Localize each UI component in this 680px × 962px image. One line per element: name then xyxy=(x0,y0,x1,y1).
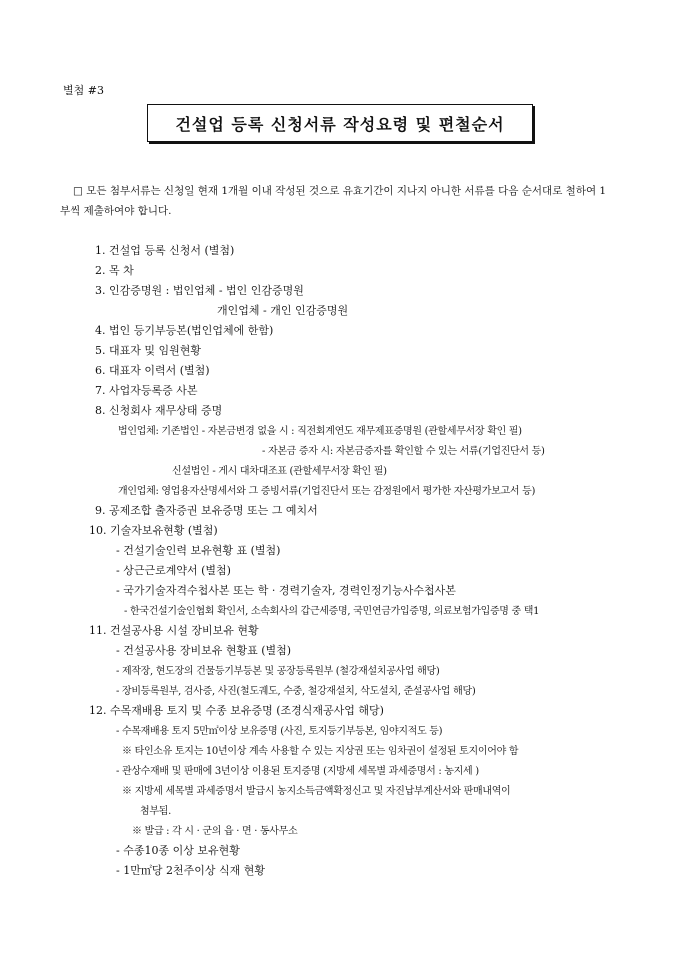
item-4: 4. 법인 등기부등본(법인업체에 한함) xyxy=(95,324,274,337)
item-11: 11. 건설공사용 시설 장비보유 현황 xyxy=(89,624,259,637)
item-10-d: - 한국건설기술인협회 확인서, 소속회사의 갑근세증명, 국민연금가입증명, 의료보험가입증명 중 택1 xyxy=(124,606,540,617)
item-8-corp-new: 신설법인 - 게시 대차대조표 (관할세무서장 확인 필) xyxy=(172,466,387,477)
item-12-b-note: ※ 지방세 세목별 과세증명서 발급시 농지소득금액확정신고 및 자진납부계산서와 판매내역이 xyxy=(122,786,511,797)
item-12-a: - 수목재배용 토지 5만㎡이상 보유증명 (사진, 토지등기부등본, 임야지적도 등) xyxy=(116,726,443,737)
item-10-b: - 상근근로계약서 (별첨) xyxy=(116,564,231,577)
item-10-a: - 건설기술인력 보유현황 표 (별첨) xyxy=(116,544,281,557)
item-12-c: - 수종10종 이상 보유현황 xyxy=(116,844,240,857)
item-12-b-note-cont: 첨부됨. xyxy=(140,806,171,817)
item-10-c: - 국가기술자격수첩사본 또는 학 · 경력기술자, 경력인정기능사수첩사본 xyxy=(116,584,456,597)
title-box xyxy=(147,104,533,142)
item-12-d: - 1만㎡당 2천주이상 식재 현황 xyxy=(116,864,265,877)
item-3: 3. 인감증명원 : 법인업체 - 법인 인감증명원 xyxy=(95,284,304,297)
attachment-label: 별첨 #3 xyxy=(63,84,104,97)
item-6: 6. 대표자 이력서 (별첨) xyxy=(95,364,210,377)
item-12-a-note: ※ 타인소유 토지는 10년이상 계속 사용할 수 있는 지상권 또는 임차권이 설정된 토지이어야 함 xyxy=(122,746,519,757)
item-11-b: - 제작장, 현도장의 건물등기부등본 및 공장등록원부 (철강재설치공사업 해당) xyxy=(116,666,440,677)
intro-line-1: □ 모든 첨부서류는 신청일 현재 1개월 이내 작성된 것으로 유효기간이 지나지 아니한 서류를 다음 순서대로 철하여 1 xyxy=(73,185,607,197)
item-11-c: - 장비등록원부, 검사증, 사진(철도궤도, 수중, 철강재설치, 삭도설치, 준설공사업 해당) xyxy=(116,686,476,697)
item-12-b: - 관상수재배 및 판매에 3년이상 이용된 토지증명 (지방세 세목별 과세증명서 : 농지세 ) xyxy=(116,766,479,777)
item-1: 1. 건설업 등록 신청서 (별첨) xyxy=(95,244,235,257)
item-8-individual: 개인업체: 영업용자산명세서와 그 증빙서류(기업진단서 또는 감정원에서 평가한 자산평가보고서 등) xyxy=(118,486,536,497)
item-9: 9. 공제조합 출자증권 보유증명 또는 그 예치서 xyxy=(95,504,318,517)
item-8: 8. 신청회사 재무상태 증명 xyxy=(95,404,223,417)
document-title: 건설업 등록 신청서류 작성요령 및 편철순서 xyxy=(175,115,505,134)
item-3-sub: 개인업체 - 개인 인감증명원 xyxy=(217,304,349,317)
item-11-a: - 건설공사용 장비보유 현황표 (별첨) xyxy=(116,644,292,657)
item-7: 7. 사업자등록증 사본 xyxy=(95,384,198,397)
intro-line-2: 부씩 제출하여야 합니다. xyxy=(60,205,172,217)
item-8-corp-existing: 법인업체: 기존법인 - 자본금변경 없을 시 : 직전회계연도 재무제표증명원 (관할세무서장 확인 필) xyxy=(118,426,522,437)
item-12: 12. 수목재배용 토지 및 수종 보유증명 (조경식재공사업 해당) xyxy=(89,704,384,717)
item-5: 5. 대표자 및 임원현황 xyxy=(95,344,201,357)
item-12-b-issue: ※ 발급 : 각 시 · 군의 읍 · 면 · 동사무소 xyxy=(132,826,298,837)
item-10: 10. 기술자보유현황 (별첨) xyxy=(89,524,218,537)
item-8-capital-increase: - 자본금 증자 시: 자본금증자를 확인할 수 있는 서류(기업진단서 등) xyxy=(262,446,545,457)
item-2: 2. 목 차 xyxy=(95,264,134,277)
